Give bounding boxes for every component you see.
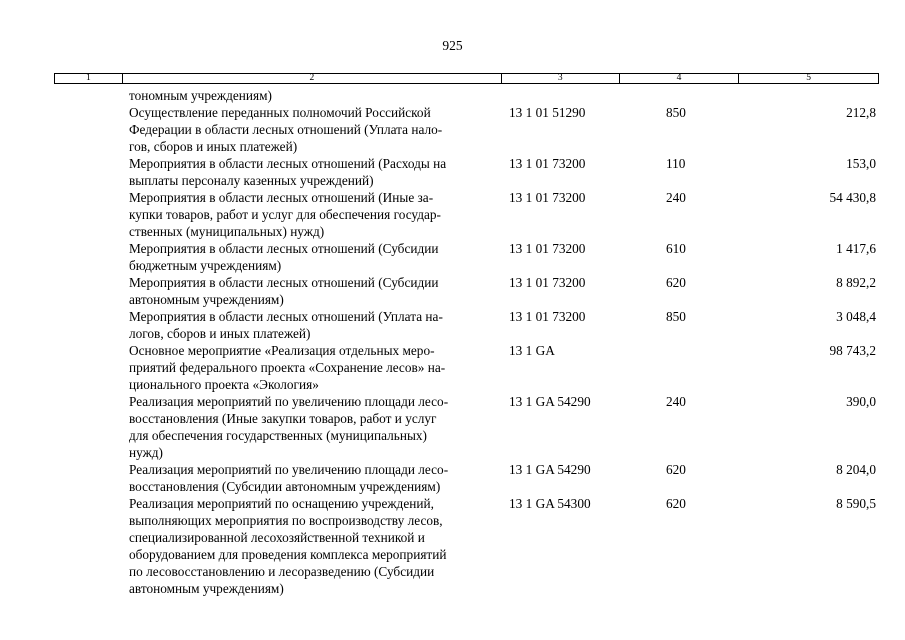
- row-code: 13 1 GA 54290: [509, 394, 591, 409]
- table-header-row: [54, 73, 879, 84]
- row-expense-type: 620: [666, 275, 686, 290]
- row-name: Мероприятия в области лесных отношений (Субсидии автономным учреждениям): [129, 275, 439, 307]
- row-expense-type: 110: [666, 156, 686, 171]
- header-col-5: 5: [806, 73, 812, 83]
- row-expense-type: 240: [666, 394, 686, 409]
- row-sum: 1 417,6: [836, 241, 876, 256]
- row-name: Мероприятия в области лесных отношений (Расходы на выплаты персоналу казенных учреждений): [129, 156, 447, 188]
- table-row: [0, 104, 905, 155]
- row-expense-type: 620: [666, 462, 686, 477]
- header-col-3: 3: [502, 74, 620, 83]
- row-name: Осуществление переданных полномочий Российской Федерации в области лесных отношений (Уплата нало- гов, сборов и иных платежей): [129, 105, 443, 154]
- page-number: 925: [442, 38, 463, 53]
- row-sum: 8 590,5: [836, 496, 876, 511]
- table-row: [0, 240, 905, 274]
- row-sum: 212,8: [846, 105, 876, 120]
- row-name: Реализация мероприятий по увеличению площади лесо- восстановления (Иные закупки товаров, работ и услуг для обеспечения государственных (муниципальных) нужд): [129, 394, 449, 460]
- row-sum: 390,0: [846, 394, 876, 409]
- row-code: 13 1 GA 54300: [509, 496, 591, 511]
- row-expense-type: 620: [666, 496, 686, 511]
- table-body: [0, 87, 905, 597]
- row-expense-type: 850: [666, 309, 686, 324]
- row-code: 13 1 01 51290: [509, 105, 586, 120]
- row-code: 13 1 01 73200: [509, 309, 586, 324]
- row-name: Мероприятия в области лесных отношений (Уплата на- логов, сборов и иных платежей): [129, 309, 443, 341]
- row-sum: 8 892,2: [836, 275, 876, 290]
- row-code: 13 1 01 73200: [509, 156, 586, 171]
- row-code: 13 1 01 73200: [509, 241, 586, 256]
- row-name: Реализация мероприятий по оснащению учреждений, выполняющих мероприятия по воспроизводству лесов, специализированной лесохозяйственной техникой и оборудованием для проведения комплекса мероприятий по лесовосстановлению и лесоразведению (Субсидии автономным учреждениям): [129, 496, 447, 596]
- row-sum: 8 204,0: [836, 462, 876, 477]
- row-name: Мероприятия в области лесных отношений (Субсидии бюджетным учреждениям): [129, 241, 439, 273]
- row-expense-type: 850: [666, 105, 686, 120]
- table-row: [0, 87, 905, 104]
- row-name: Мероприятия в области лесных отношений (Иные за- купки товаров, работ и услуг для обеспечения государ- ственных (муниципальных) нужд): [129, 190, 441, 239]
- row-sum: 54 430,8: [829, 190, 876, 205]
- row-sum: 153,0: [846, 156, 876, 171]
- row-code: 13 1 01 73200: [509, 190, 586, 205]
- row-sum: 3 048,4: [836, 309, 876, 324]
- table-row: [0, 189, 905, 240]
- table-row: [0, 495, 905, 597]
- row-code: 13 1 GA 54290: [509, 462, 591, 477]
- row-name: Основное мероприятие «Реализация отдельных меро- приятий федерального проекта «Сохранение лесов» на- ционального проекта «Экология»: [129, 343, 446, 392]
- header-col-4: 4: [620, 74, 740, 83]
- header-col-2: 2: [123, 74, 502, 83]
- table-row: [0, 274, 905, 308]
- table-row: [0, 308, 905, 342]
- row-expense-type: 240: [666, 190, 686, 205]
- table-row: [0, 155, 905, 189]
- table-row: [0, 342, 905, 393]
- row-name: тономным учреждениям): [129, 88, 272, 103]
- table-row: [0, 461, 905, 495]
- header-col-1: 1: [55, 74, 123, 83]
- row-sum: 98 743,2: [829, 343, 876, 358]
- row-expense-type: 610: [666, 241, 686, 256]
- row-name: Реализация мероприятий по увеличению площади лесо- восстановления (Субсидии автономным учреждениям): [129, 462, 449, 494]
- row-code: 13 1 01 73200: [509, 275, 586, 290]
- table-row: [0, 393, 905, 461]
- row-code: 13 1 GA: [509, 343, 555, 358]
